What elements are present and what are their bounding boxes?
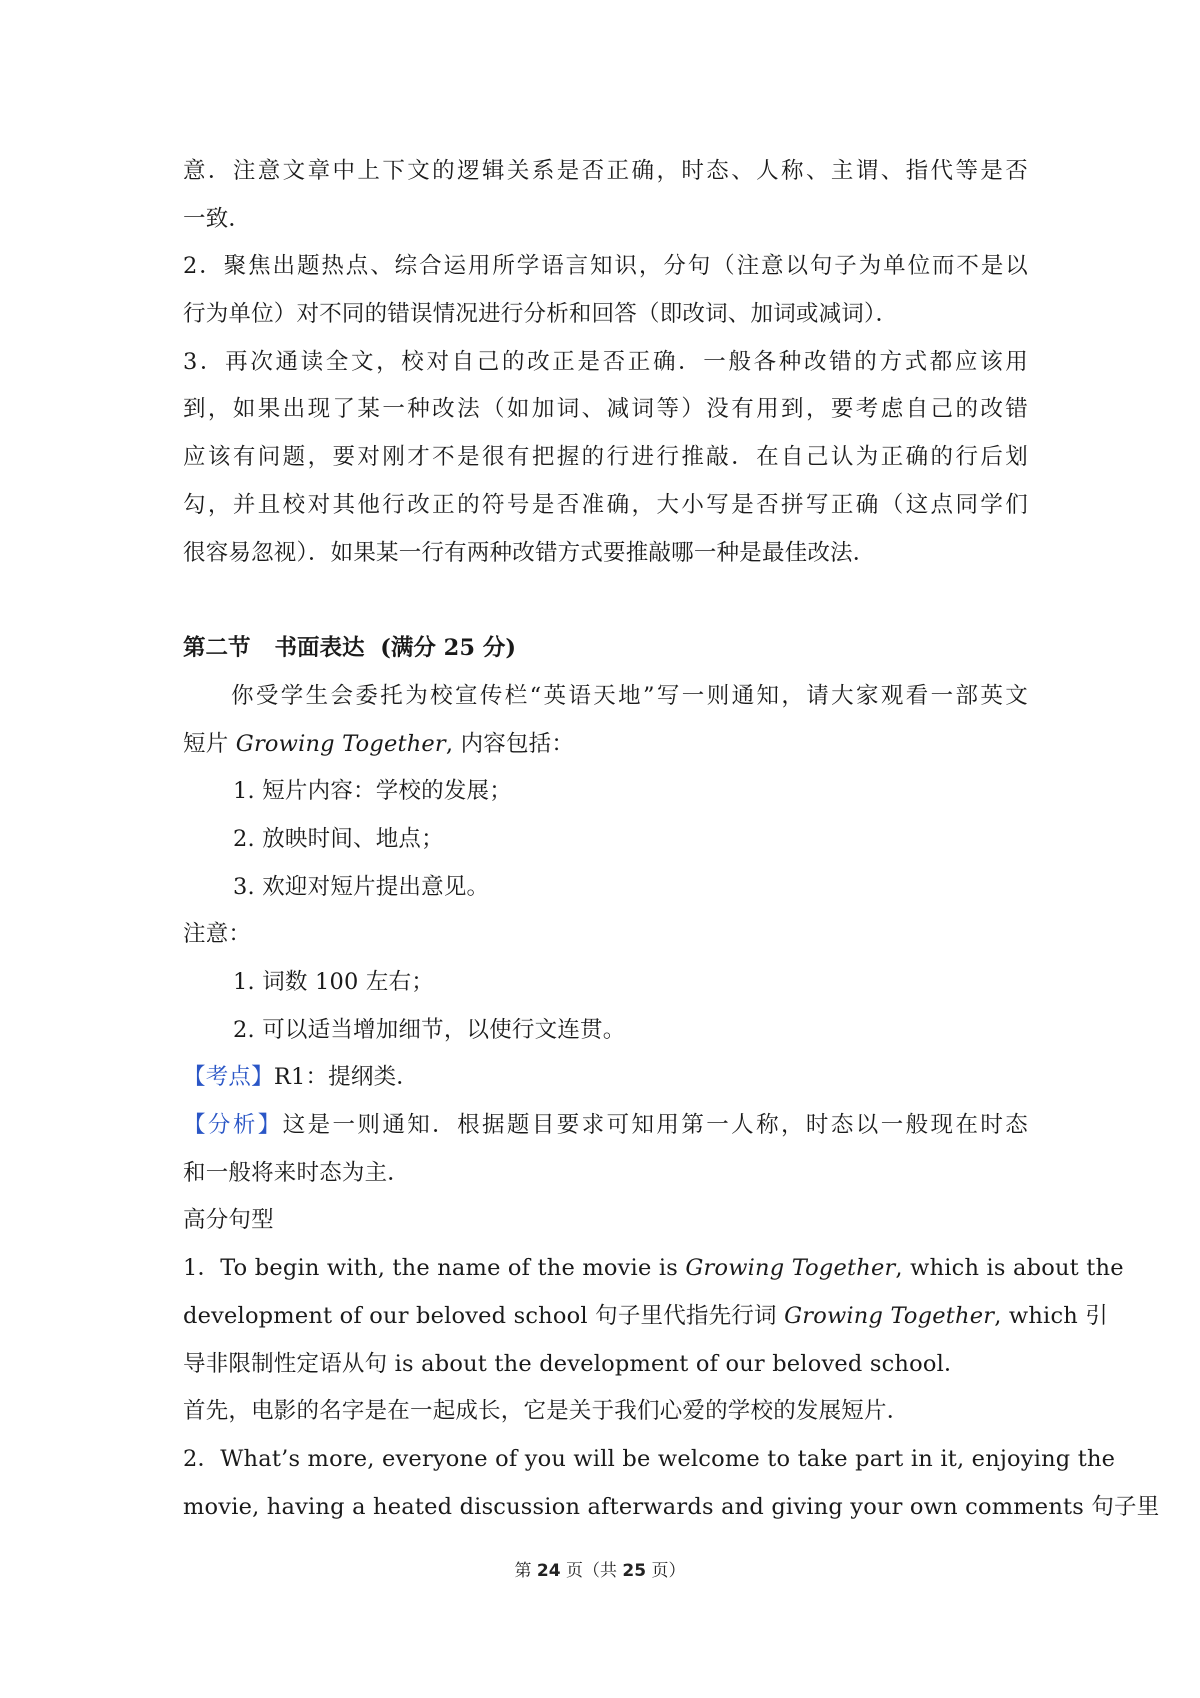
paragraph-3-line-4: 勾，并且校对其他行改正的符号是否准确，大小写是否拼写正确（这点同学们 [183,491,1028,518]
section-gap [183,577,1028,625]
kaodian-text: R1：提纲类． [273,1064,419,1091]
kaodian-label: 【考点】 [183,1064,274,1091]
fenxi-text: 这是一则通知．根据题目要求可知用第一人称，时态以一般现在时态 [282,1112,1028,1139]
page-total: 25 [622,1561,647,1581]
footer-mid: 页（共 [560,1561,623,1581]
paragraph-1-line-1: 意．注意文章中上下文的逻辑关系是否正确，时态、人称、主谓、指代等是否 [183,158,1028,184]
paragraph-3-line-3: 应该有问题，要对刚才不是很有把握的行进行推敲．在自己认为正确的行后划 [183,444,1028,471]
fenxi-line-2: 和一般将来时态为主． [183,1159,411,1186]
task-line-1: 你受学生会委托为校宣传栏“英语天地”写一则通知，请大家观看一部英文 [231,682,1028,709]
section-part: 第二节 [183,635,251,662]
note-item-1: 1. 词数 100 左右； [233,969,434,995]
sentence-1-line-4: 首先，电影的名字是在一起成长，它是关于我们心爱的学校的发展短片． [183,1398,910,1425]
sentence-1-line-1 [183,1245,1124,1293]
section-title: 书面表达 [274,635,365,662]
task-line-2-text: 短片 [183,730,236,757]
document-page [183,148,1160,1531]
fenxi-label: 【分析】 [183,1112,283,1139]
s1-l1-tail: , which is about the [895,1255,1124,1282]
paragraph-3-line-1: 3．再次通读全文，校对自己的改正是否正确．一般各种改错的方式都应该用 [183,348,1028,375]
gaofen-heading: 高分句型 [183,1207,274,1234]
paragraph-2-line-1: 2．聚焦出题热点、综合运用所学语言知识，分句（注意以句子为单位而不是以 [183,253,1028,280]
s1-l2-film: Growing Together [784,1302,995,1329]
footer-prefix: 第 [514,1561,537,1581]
s1-l1-film: Growing Together [685,1255,896,1282]
note-label: 注意： [183,921,252,948]
s1-l1-text: 1．To begin with, the name of the movie is [183,1255,686,1282]
paragraph-3-line-5: 很容易忽视）．如果某一行有两种改错方式要推敲哪一种是最佳改法． [183,539,876,566]
task-line-2 [183,721,1028,769]
page-number: 24 [536,1561,561,1581]
film-title: Growing Together [235,730,446,757]
paragraph-3-line-2: 到，如果出现了某一种改法（如加词、减词等）没有用到，要考虑自己的改错 [183,396,1028,423]
footer-suffix: 页） [646,1561,686,1581]
task-line-2-tail: , 内容包括： [445,730,575,757]
sentence-2-line-1: 2．What’s more, everyone of you will be welcome to take part in it, enjoying the [183,1445,1116,1472]
paragraph-1-line-2: 一致． [183,205,252,232]
fenxi-line-1 [183,1102,1028,1150]
paragraph-2-line-2: 行为单位）对不同的错误情况进行分析和回答（即改词、加词或减词）． [183,301,899,328]
note-item-2: 2. 可以适当增加细节，以使行文连贯。 [233,1016,626,1043]
kaodian-line [183,1054,1028,1102]
sentence-2-line-2: movie, having a heated discussion afterwards and giving your own comments 句子里 [183,1493,1160,1520]
sentence-1-line-2 [183,1293,1108,1341]
section-heading [183,625,1028,673]
section-score: (满分 25 分) [380,635,516,662]
sentence-1-line-3: 导非限制性定语从句 is about the development of our beloved school． [183,1350,967,1377]
s1-l2-tail: , which 引 [994,1302,1108,1329]
task-item-1: 1. 短片内容：学校的发展； [233,778,512,805]
task-item-2: 2. 放映时间、地点； [233,825,444,852]
page-footer [0,1556,1200,1581]
task-item-3: 3. 欢迎对短片提出意见。 [233,873,490,900]
s1-l2-text: development of our beloved school 句子里代指先行词 [183,1302,785,1329]
